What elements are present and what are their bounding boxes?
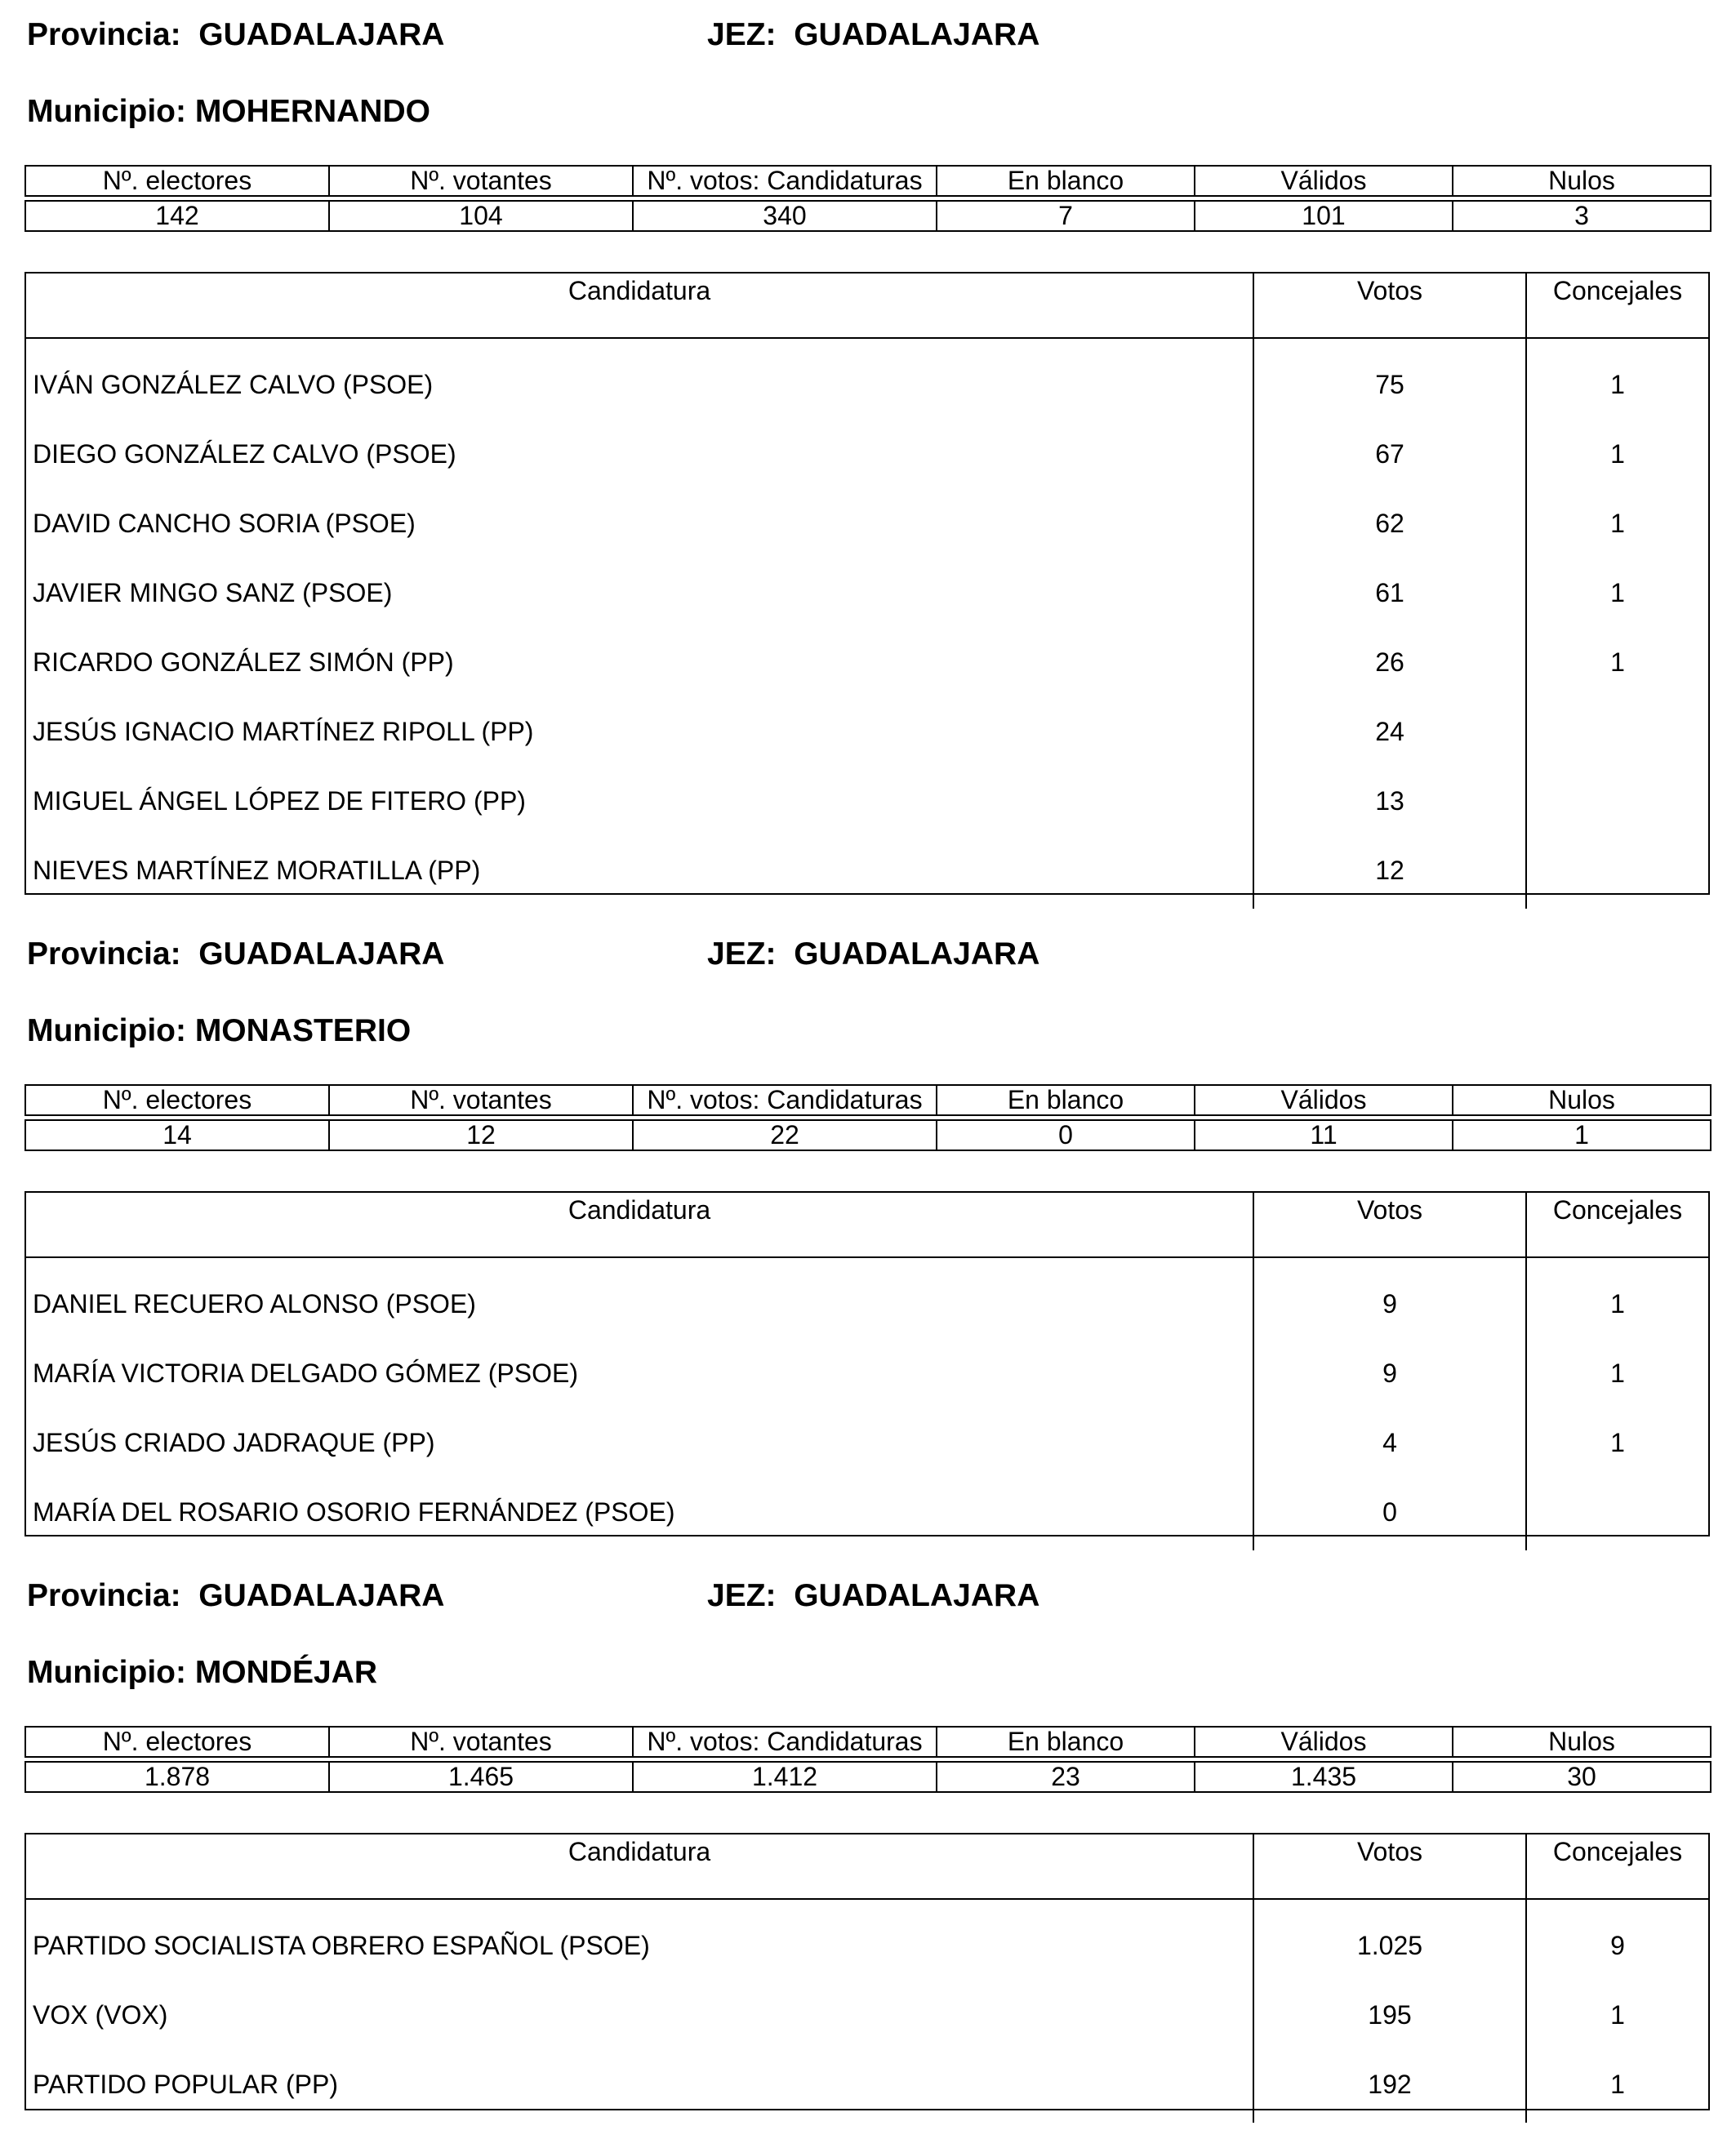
stats-values-table bbox=[24, 1119, 1712, 1151]
candidate-name: NIEVES MARTÍNEZ MORATILLA (PP) bbox=[33, 856, 481, 885]
candidate-concejales: 1 bbox=[1610, 2000, 1625, 2030]
candidate-votes: 67 bbox=[1375, 439, 1404, 469]
candidate-name: JESÚS CRIADO JADRAQUE (PP) bbox=[33, 1428, 435, 1457]
stats-header-electores: Nº. electores bbox=[25, 166, 329, 196]
candidate-name: DIEGO GONZÁLEZ CALVO (PSOE) bbox=[33, 439, 456, 469]
provincia-line bbox=[27, 16, 444, 54]
stats-value-nulos: 1 bbox=[1453, 1120, 1711, 1150]
municipio-label: Municipio: bbox=[27, 1655, 186, 1690]
jez-label: JEZ: bbox=[707, 17, 777, 52]
stats-value-votos-candidaturas: 1.412 bbox=[633, 1762, 937, 1792]
provincia-label: Provincia: bbox=[27, 1578, 181, 1613]
jez-line bbox=[707, 1577, 1039, 1615]
stats-table bbox=[24, 1726, 1712, 1758]
header-concejales: Concejales bbox=[1552, 1837, 1683, 1866]
candidate-concejales-column bbox=[1527, 339, 1708, 909]
candidate-concejales: 1 bbox=[1610, 1428, 1625, 1457]
candidate-concejales: 1 bbox=[1610, 370, 1625, 399]
stats-value-votantes: 12 bbox=[329, 1120, 633, 1150]
stats-value-en-blanco: 23 bbox=[937, 1762, 1195, 1792]
stats-table bbox=[24, 165, 1712, 197]
candidate-concejales: 1 bbox=[1610, 2070, 1625, 2099]
municipio-line bbox=[27, 93, 430, 131]
stats-header-en-blanco: En blanco bbox=[937, 1085, 1195, 1115]
municipio-section bbox=[24, 936, 1710, 1540]
header-votos: Votos bbox=[1254, 1193, 1527, 1256]
candidate-concejales: 1 bbox=[1610, 439, 1625, 469]
candidate-votes: 26 bbox=[1375, 647, 1404, 677]
provincia-line bbox=[27, 936, 444, 973]
provincia-value: GUADALAJARA bbox=[198, 936, 445, 972]
candidate-concejales bbox=[1527, 1478, 1708, 1547]
candidate-name: DANIEL RECUERO ALONSO (PSOE) bbox=[33, 1289, 476, 1319]
municipio-section bbox=[24, 1577, 1710, 2120]
candidates-table bbox=[24, 1833, 1710, 2110]
candidate-votes: 12 bbox=[1375, 856, 1404, 885]
stats-value-votantes: 104 bbox=[329, 201, 633, 231]
candidate-votes: 4 bbox=[1382, 1428, 1397, 1457]
candidate-concejales: 9 bbox=[1610, 1931, 1625, 1960]
stats-values-table bbox=[24, 200, 1712, 232]
candidate-concejales bbox=[1527, 697, 1708, 767]
stats-value-validos: 11 bbox=[1195, 1120, 1453, 1150]
candidate-name: VOX (VOX) bbox=[33, 2000, 168, 2030]
candidates-body bbox=[26, 1258, 1708, 1550]
candidate-votes: 1.025 bbox=[1356, 1931, 1423, 1960]
header-votos: Votos bbox=[1254, 1834, 1527, 1898]
stats-value-nulos: 3 bbox=[1453, 201, 1711, 231]
candidate-votes: 75 bbox=[1375, 370, 1404, 399]
candidate-concejales: 1 bbox=[1610, 578, 1625, 607]
candidate-name: MARÍA VICTORIA DELGADO GÓMEZ (PSOE) bbox=[33, 1359, 578, 1388]
stats-header-votantes: Nº. votantes bbox=[329, 166, 633, 196]
jez-label: JEZ: bbox=[707, 1578, 777, 1613]
stats-value-electores: 1.878 bbox=[25, 1762, 329, 1792]
candidates-table bbox=[24, 1191, 1710, 1536]
stats-values-table bbox=[24, 1761, 1712, 1793]
stats-values-row bbox=[25, 201, 1711, 231]
stats-header-en-blanco: En blanco bbox=[937, 1727, 1195, 1757]
stats-values-row bbox=[25, 1762, 1711, 1792]
stats-header-validos: Válidos bbox=[1195, 1727, 1453, 1757]
stats-header-votos-candidaturas: Nº. votos: Candidaturas bbox=[633, 166, 937, 196]
candidate-votes: 192 bbox=[1368, 2070, 1412, 2099]
stats-value-en-blanco: 7 bbox=[937, 201, 1195, 231]
municipio-label: Municipio: bbox=[27, 94, 186, 129]
candidate-concejales bbox=[1527, 767, 1708, 836]
candidates-body bbox=[26, 1900, 1708, 2123]
candidate-concejales-column bbox=[1527, 1258, 1708, 1550]
stats-value-validos: 1.435 bbox=[1195, 1762, 1453, 1792]
header-candidatura: Candidatura bbox=[26, 1834, 1254, 1898]
stats-table bbox=[24, 1084, 1712, 1116]
jez-value: GUADALAJARA bbox=[794, 1578, 1040, 1613]
municipio-label: Municipio: bbox=[27, 1013, 186, 1048]
candidate-concejales bbox=[1527, 836, 1708, 905]
candidates-table bbox=[24, 272, 1710, 895]
candidate-concejales: 1 bbox=[1610, 1359, 1625, 1388]
stats-header-votantes: Nº. votantes bbox=[329, 1085, 633, 1115]
stats-header-votos-candidaturas: Nº. votos: Candidaturas bbox=[633, 1085, 937, 1115]
provincia-value: GUADALAJARA bbox=[198, 1578, 445, 1613]
stats-header-row bbox=[25, 166, 1711, 196]
candidate-votes: 9 bbox=[1382, 1289, 1397, 1319]
municipio-line bbox=[27, 1012, 411, 1050]
candidate-names-column bbox=[26, 339, 1254, 909]
municipio-value: MOHERNANDO bbox=[194, 94, 430, 129]
stats-value-votantes: 1.465 bbox=[329, 1762, 633, 1792]
stats-values-row bbox=[25, 1120, 1711, 1150]
stats-header-electores: Nº. electores bbox=[25, 1085, 329, 1115]
candidate-votes: 13 bbox=[1375, 786, 1404, 816]
candidate-concejales: 1 bbox=[1610, 1289, 1625, 1319]
candidate-name: JESÚS IGNACIO MARTÍNEZ RIPOLL (PP) bbox=[33, 717, 534, 746]
candidate-name: IVÁN GONZÁLEZ CALVO (PSOE) bbox=[33, 370, 434, 399]
header-candidatura: Candidatura bbox=[26, 1193, 1254, 1256]
candidate-votes-column bbox=[1254, 1258, 1527, 1550]
candidate-votes: 9 bbox=[1382, 1359, 1397, 1388]
header-candidatura: Candidatura bbox=[26, 273, 1254, 337]
stats-value-nulos: 30 bbox=[1453, 1762, 1711, 1792]
header-concejales: Concejales bbox=[1552, 276, 1683, 305]
provincia-label: Provincia: bbox=[27, 17, 181, 52]
header-votos: Votos bbox=[1254, 273, 1527, 337]
stats-header-validos: Válidos bbox=[1195, 1085, 1453, 1115]
candidate-names-column bbox=[26, 1900, 1254, 2123]
candidate-concejales: 1 bbox=[1610, 509, 1625, 538]
stats-header-electores: Nº. electores bbox=[25, 1727, 329, 1757]
municipio-line bbox=[27, 1654, 377, 1692]
municipio-section bbox=[24, 16, 1710, 898]
header-concejales: Concejales bbox=[1552, 1195, 1683, 1225]
candidate-votes: 195 bbox=[1368, 2000, 1412, 2030]
stats-value-validos: 101 bbox=[1195, 201, 1453, 231]
candidate-name: PARTIDO POPULAR (PP) bbox=[33, 2070, 338, 2099]
stats-header-row bbox=[25, 1085, 1711, 1115]
stats-header-votos-candidaturas: Nº. votos: Candidaturas bbox=[633, 1727, 937, 1757]
candidate-name: PARTIDO SOCIALISTA OBRERO ESPAÑOL (PSOE) bbox=[33, 1931, 650, 1960]
jez-label: JEZ: bbox=[707, 936, 777, 972]
stats-value-electores: 14 bbox=[25, 1120, 329, 1150]
stats-header-nulos: Nulos bbox=[1453, 166, 1711, 196]
candidate-votes: 62 bbox=[1375, 509, 1404, 538]
candidate-name: DAVID CANCHO SORIA (PSOE) bbox=[33, 509, 416, 538]
jez-line bbox=[707, 936, 1039, 973]
jez-value: GUADALAJARA bbox=[794, 17, 1040, 52]
stats-header-validos: Válidos bbox=[1195, 166, 1453, 196]
candidates-header-row bbox=[26, 1834, 1708, 1900]
jez-line bbox=[707, 16, 1039, 54]
municipio-value: MONDÉJAR bbox=[194, 1655, 377, 1690]
candidate-name: JAVIER MINGO SANZ (PSOE) bbox=[33, 578, 393, 607]
candidate-name: MIGUEL ÁNGEL LÓPEZ DE FITERO (PP) bbox=[33, 786, 526, 816]
candidate-votes-column bbox=[1254, 1900, 1527, 2123]
provincia-value: GUADALAJARA bbox=[198, 17, 445, 52]
jez-value: GUADALAJARA bbox=[794, 936, 1040, 972]
candidate-votes-column bbox=[1254, 339, 1527, 909]
stats-header-nulos: Nulos bbox=[1453, 1727, 1711, 1757]
candidates-body bbox=[26, 339, 1708, 909]
candidate-name: RICARDO GONZÁLEZ SIMÓN (PP) bbox=[33, 647, 454, 677]
stats-header-row bbox=[25, 1727, 1711, 1757]
stats-header-votantes: Nº. votantes bbox=[329, 1727, 633, 1757]
candidate-votes: 24 bbox=[1375, 717, 1404, 746]
stats-value-votos-candidaturas: 22 bbox=[633, 1120, 937, 1150]
candidate-names-column bbox=[26, 1258, 1254, 1550]
stats-header-en-blanco: En blanco bbox=[937, 166, 1195, 196]
provincia-line bbox=[27, 1577, 444, 1615]
candidate-concejales-column bbox=[1527, 1900, 1708, 2123]
candidates-header-row bbox=[26, 1193, 1708, 1258]
candidate-votes: 0 bbox=[1382, 1497, 1397, 1527]
candidate-name: MARÍA DEL ROSARIO OSORIO FERNÁNDEZ (PSOE) bbox=[33, 1497, 675, 1527]
candidate-votes: 61 bbox=[1375, 578, 1404, 607]
stats-value-electores: 142 bbox=[25, 201, 329, 231]
provincia-label: Provincia: bbox=[27, 936, 181, 972]
candidates-header-row bbox=[26, 273, 1708, 339]
municipio-value: MONASTERIO bbox=[194, 1013, 412, 1048]
stats-value-votos-candidaturas: 340 bbox=[633, 201, 937, 231]
stats-value-en-blanco: 0 bbox=[937, 1120, 1195, 1150]
stats-header-nulos: Nulos bbox=[1453, 1085, 1711, 1115]
candidate-concejales: 1 bbox=[1610, 647, 1625, 677]
